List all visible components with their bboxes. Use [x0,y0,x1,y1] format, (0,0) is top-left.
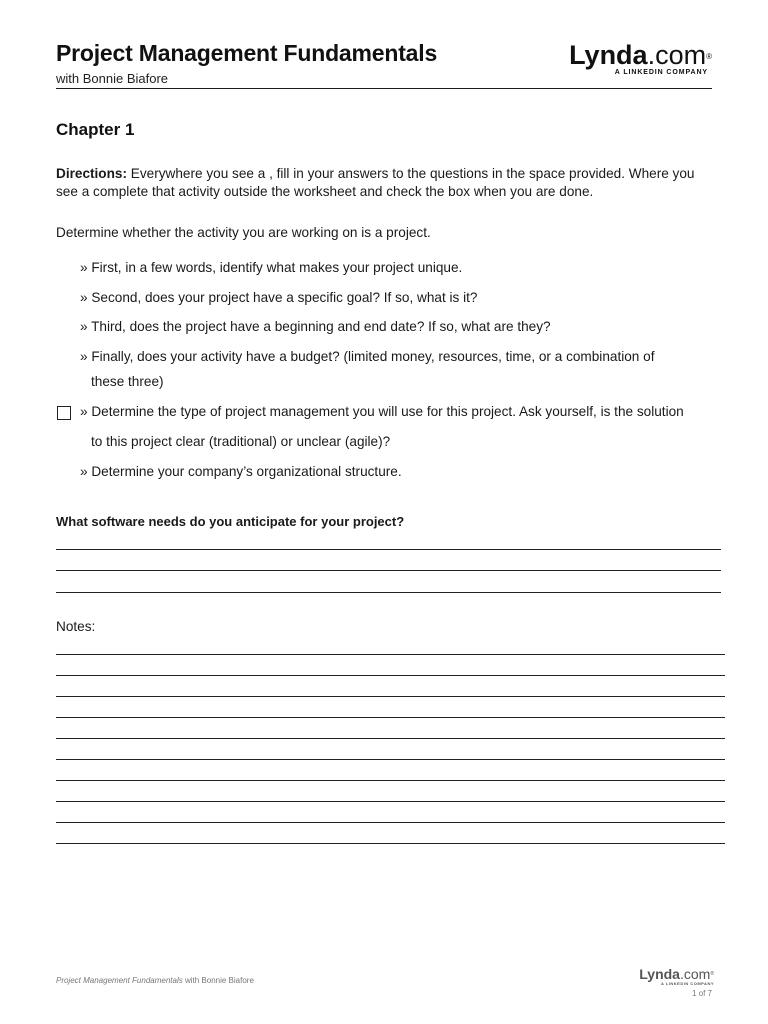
bullet-item: » Determine your company’s organizational structure. [80,464,402,479]
page-number: 1 of 7 [691,989,712,998]
answer-line[interactable] [56,570,721,571]
logo-tagline: A LINKEDIN COMPANY [614,69,708,76]
notes-line[interactable] [56,780,725,781]
header-divider [56,88,712,89]
lynda-logo [569,42,712,76]
notes-line[interactable] [56,717,725,718]
footer-author: with Bonnie Biafore [182,976,254,985]
author-subtitle: with Bonnie Biafore [56,71,169,86]
bullet-item: » Second, does your project have a specific goal? If so, what is it? [80,290,478,305]
answer-line[interactable] [56,549,721,550]
notes-line[interactable] [56,801,725,802]
bullet-continuation: these three) [91,374,164,389]
footer-logo-tagline: A LINKEDIN COMPANY [661,981,714,986]
software-question: What software needs do you anticipate for your project? [56,514,405,529]
footer-lynda-logo [639,967,714,986]
logo-registered-mark: ® [706,52,712,61]
logo-bold-text: Lynda [569,40,648,70]
notes-line[interactable] [56,759,725,760]
logo-rest-text: .com [647,40,707,70]
chapter-heading: Chapter 1 [56,120,135,139]
bullet-item: » Third, does the project have a beginning and end date? If so, what are they? [80,319,551,334]
footer-logo-bold: Lynda [639,966,680,982]
footer-logo-registered: ® [710,971,714,977]
footer-course-title: Project Management Fundamentals [56,976,183,985]
directions-label: Directions: [56,166,128,181]
notes-line[interactable] [56,822,725,823]
completion-checkbox[interactable] [57,406,71,420]
intro-text: Determine whether the activity you are working on is a project. [56,225,431,240]
bullet-item: » Finally, does your activity have a budget? (limited money, resources, time, or a combination of [80,349,655,364]
footer-course-credit [56,976,254,985]
page-title: Project Management Fundamentals [56,40,438,66]
bullet-continuation: to this project clear (traditional) or unclear (agile)? [91,434,391,449]
bullet-item: » First, in a few words, identify what makes your project unique. [80,260,463,275]
notes-line[interactable] [56,675,725,676]
notes-line[interactable] [56,738,725,739]
bullet-item: » Determine the type of project management you will use for this project. Ask yourself, is the solution [80,404,684,419]
footer-logo-rest: .com [679,966,711,982]
directions-paragraph [56,165,716,201]
answer-line[interactable] [56,592,721,593]
notes-line[interactable] [56,843,725,844]
notes-line[interactable] [56,696,725,697]
notes-label: Notes: [56,619,96,634]
notes-line[interactable] [56,654,725,655]
directions-text: Everywhere you see a , fill in your answers to the questions in the space provided. Where you see a complete that activity outside the worksheet and check the box when you are done. [56,166,695,199]
